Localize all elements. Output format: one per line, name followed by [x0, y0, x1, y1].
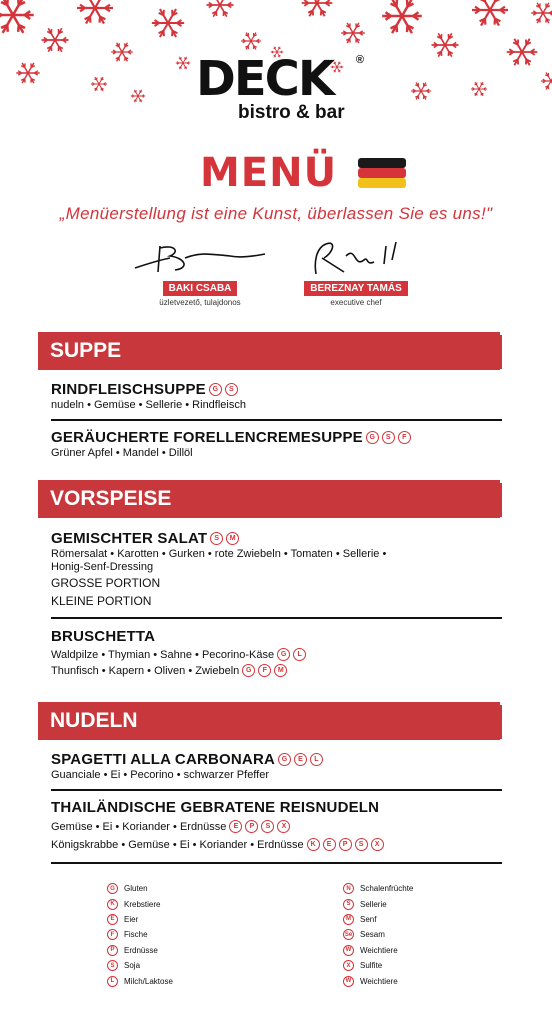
- soy-icon: S: [107, 960, 118, 971]
- snowflake-icon: [150, 5, 186, 41]
- nut-icon: N: [343, 883, 354, 894]
- signature-name: BAKI CSABA: [163, 281, 238, 296]
- item-description: Guanciale • Ei • Pecorino • schwarzer Pfeffer: [51, 769, 270, 781]
- soy-icon: S: [355, 838, 368, 851]
- mustard-icon: M: [274, 664, 287, 677]
- snowflake-icon: [300, 0, 334, 20]
- celery-icon: S: [343, 899, 354, 910]
- menu-quote: „Menüerstellung ist eine Kunst, überlassen Sie es uns!": [59, 204, 493, 223]
- snowflake-icon: [410, 80, 432, 102]
- item-description: Thunfisch • Kapern • Oliven • Zwiebeln: [51, 664, 240, 677]
- item-description: nudeln • Gemüse • Sellerie • Rindfleisch: [51, 399, 246, 411]
- item-description: Gemüse • Ei • Koriander • Erdnüsse: [51, 820, 227, 833]
- snowflake-icon: [110, 40, 134, 64]
- divider: [51, 789, 502, 791]
- menu-item: [51, 530, 501, 608]
- gluten-icon: G: [278, 753, 291, 766]
- menu-item: [51, 628, 501, 677]
- snowflake-icon: [40, 25, 70, 55]
- menu-item: [51, 429, 501, 459]
- legend-label: Sulfite: [360, 961, 383, 971]
- milk-icon: L: [293, 648, 306, 661]
- brand-tagline: bistro & bar: [238, 102, 345, 123]
- item-description: Grüner Apfel • Mandel • Dillöl: [51, 447, 193, 459]
- signature-role: üzletvezető, tulajdonos: [159, 298, 241, 307]
- section-header-vorspeise: VORSPEISE: [38, 480, 500, 518]
- mollusc-icon: W: [343, 945, 354, 956]
- snowflake-icon: [75, 0, 115, 28]
- menu-item: [51, 381, 501, 411]
- allergen-legend-right: [342, 881, 413, 989]
- item-name: BRUSCHETTA: [51, 628, 156, 645]
- signature-owner: [130, 238, 270, 308]
- crustacean-icon: K: [307, 838, 320, 851]
- gluten-icon: G: [209, 383, 222, 396]
- fish-icon: F: [107, 929, 118, 940]
- peanut-icon: P: [245, 820, 258, 833]
- section-header-nudeln: NUDELN: [38, 702, 500, 740]
- snowflake-icon: [470, 0, 510, 30]
- celery-icon: S: [225, 383, 238, 396]
- item-name: RINDFLEISCHSUPPE: [51, 381, 206, 398]
- divider: [51, 617, 502, 619]
- signature-scribble-icon: [130, 238, 270, 278]
- item-name: GEMISCHTER SALAT: [51, 530, 208, 547]
- snowflake-icon: [90, 75, 108, 93]
- allergen-legend-left: [106, 881, 173, 989]
- item-name: GERÄUCHERTE FORELLENCREMESUPPE: [51, 429, 363, 446]
- snowflake-icon: [175, 55, 191, 71]
- crustacean-icon: K: [107, 899, 118, 910]
- menu-item: [51, 799, 501, 851]
- egg-icon: E: [107, 914, 118, 925]
- deck-logo: [196, 51, 366, 136]
- legend-label: Eier: [124, 914, 139, 924]
- signature-name: BEREZNAY TAMÁS: [304, 281, 408, 296]
- legend-label: Milch/Laktose: [124, 976, 173, 986]
- legend-label: Fische: [124, 930, 148, 940]
- egg-icon: E: [229, 820, 242, 833]
- legend-label: Weichtiere: [360, 945, 398, 955]
- snowflake-icon: [15, 60, 41, 86]
- menu-item: [51, 751, 501, 781]
- mustard-icon: M: [226, 532, 239, 545]
- peanut-icon: P: [339, 838, 352, 851]
- legend-label: Sellerie: [360, 899, 387, 909]
- signature-role: executive chef: [330, 298, 382, 307]
- snowflake-icon: [0, 0, 36, 38]
- german-flag-icon: [358, 158, 406, 188]
- signature-scribble-icon: [286, 238, 426, 278]
- portion-option: GROSSE PORTION: [51, 576, 161, 590]
- egg-icon: E: [294, 753, 307, 766]
- item-description: Königskrabbe • Gemüse • Ei • Koriander • Erdnüsse: [51, 838, 304, 851]
- gluten-icon: G: [277, 648, 290, 661]
- sulfite-icon: X: [343, 960, 354, 971]
- legend-label: Soja: [124, 961, 141, 971]
- snowflake-icon: [340, 20, 366, 46]
- signature-chef: [286, 238, 426, 308]
- portion-option: KLEINE PORTION: [51, 594, 152, 608]
- legend-label: Erdnüsse: [124, 945, 158, 955]
- gluten-icon: G: [107, 883, 118, 894]
- peanut-icon: P: [107, 945, 118, 956]
- divider: [51, 419, 502, 421]
- menu-title: MENÜ: [200, 150, 338, 196]
- snowflake-icon: [130, 88, 146, 104]
- celery-icon: S: [382, 431, 395, 444]
- legend-label: Gluten: [124, 884, 148, 894]
- mollusc-icon: W: [343, 976, 354, 987]
- item-name: SPAGETTI ALLA CARBONARA: [51, 751, 276, 768]
- snowflake-icon: [505, 35, 539, 69]
- registered-mark: ®: [355, 54, 364, 66]
- sulfite-icon: X: [371, 838, 384, 851]
- snowflake-icon: [530, 0, 552, 26]
- egg-icon: E: [323, 838, 336, 851]
- snowflake-icon: [205, 0, 235, 20]
- snowflake-icon: [430, 30, 460, 60]
- legend-label: Sesam: [360, 930, 385, 940]
- item-description: Römersalat • Karotten • Gurken • rote Zwiebeln • Tomaten • Sellerie •: [51, 548, 387, 560]
- snowflake-icon: [470, 80, 488, 98]
- item-description: Honig-Senf-Dressing: [51, 561, 154, 573]
- soy-icon: S: [261, 820, 274, 833]
- legend-label: Weichtiere: [360, 976, 398, 986]
- divider: [51, 862, 502, 864]
- mustard-icon: M: [343, 914, 354, 925]
- section-header-suppe: SUPPE: [38, 332, 500, 370]
- gluten-icon: G: [366, 431, 379, 444]
- item-description: Waldpilze • Thymian • Sahne • Pecorino-Käse: [51, 648, 275, 661]
- brand-name: DECK: [196, 51, 334, 107]
- milk-icon: L: [107, 976, 118, 987]
- sulfite-icon: X: [277, 820, 290, 833]
- legend-label: Senf: [360, 914, 377, 924]
- snowflake-icon: [380, 0, 424, 38]
- fish-icon: F: [398, 431, 411, 444]
- snowflake-icon: [540, 70, 552, 92]
- celery-icon: S: [210, 532, 223, 545]
- fish-icon: F: [258, 664, 271, 677]
- sesame-icon: Se: [343, 929, 354, 940]
- gluten-icon: G: [242, 664, 255, 677]
- milk-icon: L: [310, 753, 323, 766]
- legend-label: Krebstiere: [124, 899, 161, 909]
- legend-label: Schalenfrüchte: [360, 884, 414, 894]
- snowflake-icon: [240, 30, 262, 52]
- item-name: THAILÄNDISCHE GEBRATENE REISNUDELN: [51, 799, 380, 816]
